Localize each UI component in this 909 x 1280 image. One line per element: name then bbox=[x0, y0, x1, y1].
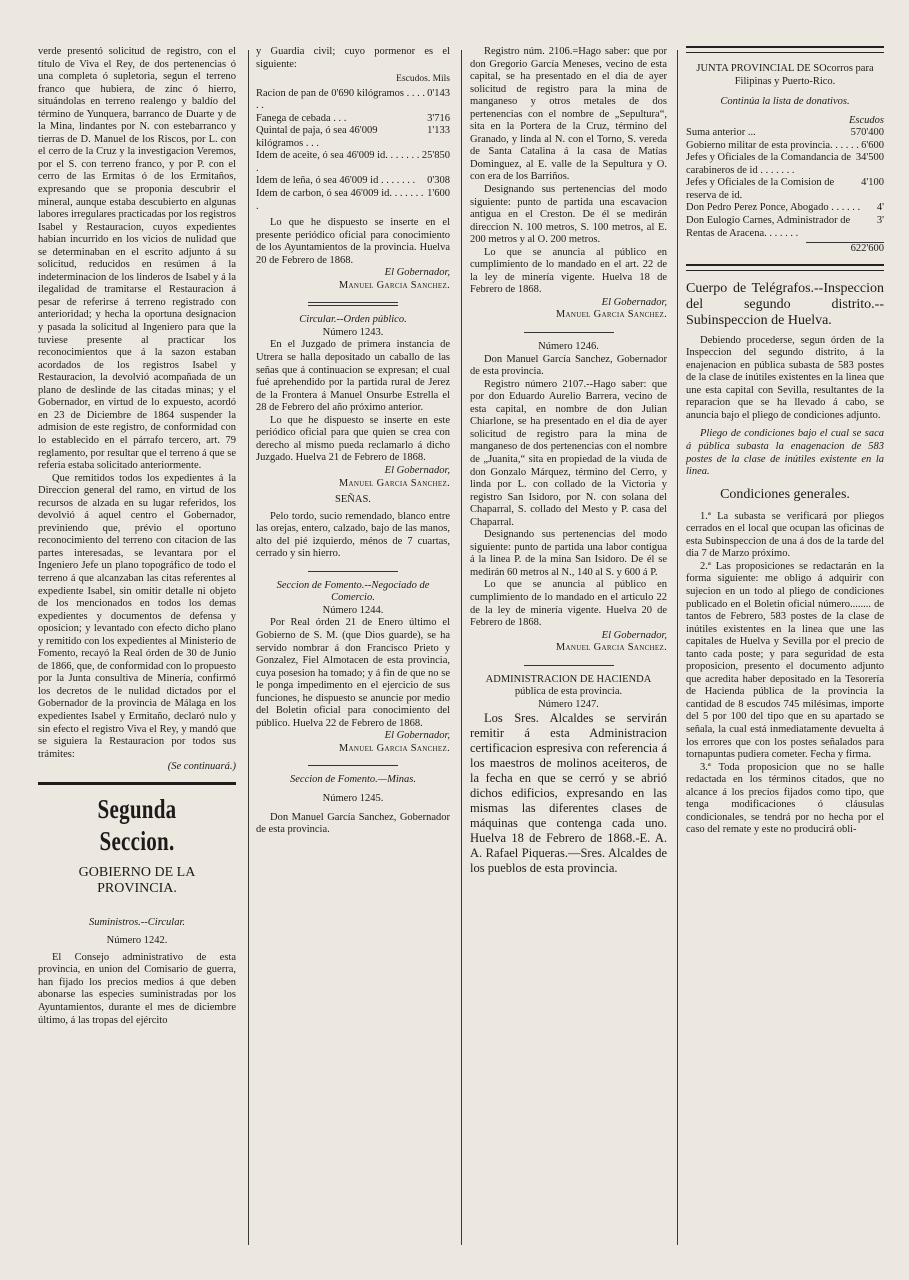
paragraph: Lo que he dispuesto se inserte en este periódico oficial para que quien se crea con derecho al mismo pueda reclamarlo á dicho Juzgado. Huelva 21 de Febrero de 1868. bbox=[256, 414, 450, 464]
pliego-heading: Pliego de condiciones bajo el cual se saca á pública subasta la enagenacion de 583 postes de la clase de inútiles existente en la linea. bbox=[686, 428, 884, 478]
paragraph: Pelo tordo, sucio remendado, blanco entre las orejas, entero, calzado, bajo de las manos, alto del pié izquierdo, ménos de 7 cuartas, cerrado y sin hierro. bbox=[256, 510, 450, 560]
continued-text: verde presentó solicitud de registro, con el título de Viva el Rey, de dos pertenencias ó una completa ó supletoria, segun el terreno franco que hubiera, de zinc ó hierro, situándolas en terreno realengo y baldío del término de Yunquera, barranco de Duarte y de la Mina, lindantes por N. con estebarranco y tierras de D. Manuel de los Riscos, por L. con el cerro de la Cruz y la investigacion Veremos, por el S. con terreno franco, y por P. con el cerro de las Ermitas ó de los Ermitaños, expresando que se proponia descubrir el mineral, aunque estaba descubierto en algunas labores irregulares practicadas por los registros Isabel y Restauracion, cuyos expedientes habian incurrido en los vicios de nulidad que se determinaban en el escrito adjunto á su solicitud, reducidos en resúmen á la indeterminacion de los linderos de Isabel y á la ilegalidad de tramitarse el Restauracion á pesar de referirse á terreno registrado con anterioridad; y hecha la oportuna designacion y pasada la solicitud al Ingeniero para que la tuviese presente al practicar los reconocimientos que á la sazon estaban acordados de los registros Isabel y Restauracion, la devolvió acompañada de un plano de deslinde de las citadas minas; y el Gobernador, en virtud de lo expuesto, acordó en 23 de Diciembre de 1864 suspender la admision de este registro, de conformidad con lo establecido en el párrafo tercero, art. 79 reglamento, por resultar que el terreno á que se referia estaba solicitado anteriormente. bbox=[38, 46, 236, 472]
price-table bbox=[256, 88, 450, 213]
paragraph: Registro núm. 2106.=Hago saber: que por don Gregorio García Meneses, vecino de esta capital, se ha presentado en el dia de ayer solicitud de registro para la mina de manganeso y otros metales de dos pertenencias con el nombre de „Sepultura“, sita en la Portera de la Cruz, término del Granado, y linda al N. con el Torno, S. vereda de Santa Catalina á la casa de Matías Dominguez, al E. valle de la Sepultura y O. con era de los Barriños. bbox=[470, 46, 667, 183]
donation-row bbox=[686, 177, 884, 202]
separator bbox=[308, 302, 398, 306]
donations-heading: Continúa la lista de donativos. bbox=[720, 96, 850, 108]
donation-item: Don Eulogio Carnes, Administrador de Rentas de Aracena. . . . . . . bbox=[686, 215, 851, 239]
paragraph: 2.ª Las proposiciones se redactarán en la forma siguiente: me obligo á adquirir con sujecion en un todo al pliego de condiciones publicado en el Boletin oficial número........ de tantos de Febrero, 583 postes de la clase de inútiles existentes en la linea que une las capitales de Huelva y Sevilla por el precio de tanto cada poste; y para seguridad de esta proposicion, presento el documento adjunto que acredita haber depositado en la Tesorería de Hacienda pública de la provincia la cantidad de 8 escudos 745 milésimas, importe del 5 por 100 del tipo que en su apartado se señala, la cual está inmediatamente devuelta á los errores que con los postes señalados para tornapuntas pudiera cometer. Fecha y firma. bbox=[686, 560, 884, 761]
donation-value: 3' bbox=[876, 215, 884, 227]
separator bbox=[524, 665, 614, 666]
top-rule bbox=[686, 46, 884, 53]
telegrafos-heading: Cuerpo de Telégrafos.--Inspeccion del segundo distrito.--Subinspeccion de Huelva. bbox=[686, 280, 884, 328]
column-rule bbox=[248, 50, 249, 1245]
unit-header: Escudos. Mils bbox=[396, 74, 450, 85]
donation-row bbox=[686, 140, 884, 153]
paragraph: Lo que se anuncia al público en cumplimiento de lo mandado en el art. 22 de la ley de minería vigente. Huelva 18 de Febrero de 1868. bbox=[470, 246, 667, 296]
price-value: 0'143 bbox=[427, 87, 450, 99]
number-1247: Número 1247. bbox=[538, 698, 599, 710]
column-4 bbox=[686, 46, 884, 837]
gobierno-heading: GOBIERNO DE LA PROVINCIA. bbox=[78, 864, 196, 896]
administracion-subheading: pública de esta provincia. bbox=[514, 686, 623, 698]
number-1244: Número 1244. bbox=[322, 604, 384, 616]
paragraph: Debiendo procederse, segun órden de la Inspeccion del segundo distrito, á la enajenacion en pública subasta de 583 postes de la clase de inútiles existentes en la linea que une esta capital con Sevilla, resultantes de la reparacion que se ha llevado á cabo, se anuncia bajo el pliego de condiciones adjunto. bbox=[686, 334, 884, 421]
price-item: Idem de leña, ó sea 46'009 id . . . . . . . bbox=[256, 175, 416, 187]
price-value: 3'716 bbox=[427, 112, 450, 124]
column-rule bbox=[677, 50, 678, 1245]
column-3 bbox=[470, 46, 667, 876]
separator bbox=[308, 765, 398, 766]
column-2 bbox=[256, 46, 450, 837]
donation-row bbox=[686, 215, 884, 240]
price-item: Fanega de cebada . . . bbox=[256, 112, 347, 124]
paragraph: Lo que he dispuesto se inserte en el presente periódico oficial para conocimiento de los Ayuntamientos de la provincia. Huelva 20 de Febrero de 1868. bbox=[256, 217, 450, 266]
price-item: Idem de carbon, ó sea 46'009 id. . . . . . . . bbox=[256, 188, 424, 212]
signature-name: Manuel Garcia Sanchez. bbox=[555, 642, 667, 654]
donation-item: Don Pedro Perez Ponce, Abogado . . . . . . bbox=[686, 202, 861, 214]
circular-heading: Circular.--Orden público. bbox=[299, 314, 407, 326]
signature-label: El Gobernador, bbox=[384, 464, 450, 476]
donation-value: 570'400 bbox=[850, 127, 884, 139]
paragraph: En el Juzgado de primera instancia de Utrera se halla depositado un caballo de las señas que á continuacion se expresan; el cual fué aprehendido por la partida rural de Jerez de la Frontera á Manuel Onsurbe Estrella el 28 de Febrero del año próximo anterior. bbox=[256, 339, 450, 414]
number-1242: Número 1242. bbox=[106, 935, 168, 947]
donation-item: Gobierno militar de esta provincia. . . . . . bbox=[686, 139, 859, 151]
signature-label: El Gobernador, bbox=[384, 730, 450, 742]
paragraph: y Guardia civil; cuyo pormenor es el siguiente: bbox=[256, 46, 450, 70]
signature-label: El Gobernador, bbox=[384, 267, 450, 279]
donation-total: 622'600 bbox=[806, 242, 884, 256]
paragraph: Designando sus pertenencias del modo siguiente: punto de partida una labor contigua á la linea P. de la mina San Isidoro. De él se medirán 60 metros al N., 140 al S. y 600 á P. bbox=[470, 529, 667, 578]
signature-name: Manuel Garcia Sanchez. bbox=[338, 279, 450, 291]
donation-row bbox=[686, 152, 884, 177]
donation-value: 4' bbox=[876, 202, 884, 214]
signature-name: Manuel Garcia Sanchez. bbox=[555, 309, 667, 321]
unit-header: Escudos bbox=[849, 114, 884, 126]
column-rule bbox=[461, 50, 462, 1245]
fomento-minas-heading: Seccion de Fomento.—Minas. bbox=[290, 774, 416, 786]
separator bbox=[308, 571, 398, 572]
price-row bbox=[256, 125, 450, 150]
junta-heading: JUNTA PROVINCIAL DE SOcorros para Filipinas y Puerto-Rico. bbox=[696, 63, 874, 87]
condiciones-heading: Condiciones generales. bbox=[720, 486, 850, 502]
paragraph: Registro número 2107.--Hago saber: que por don Eduardo Aurelio Barrera, vecino de esta capital, en nombre de don Julian Chiarlone, se ha presentado en el dia de ayer solicitud de registro para la mina de manganeso de dos pertenencias con el nombre de „Juanita,“ sita en propiedad de la viuda de don Gonzalo Márquez, término del Cerro, y linda por L. con collado de la Victoria y registro San Isidoro, por N. con solana del Chaparral, S. collado del Mesto y P. casa del Chaparral. bbox=[470, 378, 667, 528]
donation-value: 34'500 bbox=[855, 152, 884, 164]
donation-item: Jefes y Oficiales de la Comandancia de carabineros de id . . . . . . . bbox=[686, 152, 852, 176]
paragraph: 1.ª La subasta se verificará por pliegos cerrados en el local que ocupan las oficinas de esta Subinspeccion de una á dos de la tarde del dia 7 de Marzo próximo. bbox=[686, 510, 884, 560]
price-row bbox=[256, 88, 450, 113]
continuation-note: (Se continuará.) bbox=[167, 761, 236, 773]
price-item: Racion de pan de 0'690 kilógramos . . . . . . bbox=[256, 87, 425, 112]
paragraph: El Consejo administrativo de esta provincia, en union del Comisario de guerra, han fijado los precios medios á que deben abonarse las especies suministradas por los Ayuntamientos, durante el mes de diciembre último, á las tropas del ejército bbox=[38, 951, 236, 1026]
price-value: 1'600 bbox=[427, 188, 450, 200]
paragraph: 3.ª Toda proposicion que no se halle redactada en los términos citados, que no alcance á los precios fijados como tipo, que tenga modificaciones ó cláusulas condicionales, se tendrá por no hecha por el caso del remate y este no producirá obli- bbox=[686, 761, 884, 836]
price-item: Idem de aceite, ó sea 46'009 id. . . . . . . . bbox=[256, 150, 420, 174]
paragraph: Don Manuel García Sanchez, Gobernador de esta provincia. bbox=[256, 811, 450, 836]
signature-name: Manuel Garcia Sanchez. bbox=[338, 477, 450, 489]
donation-row bbox=[686, 127, 884, 140]
administracion-heading: ADMINISTRACION DE HACIENDA bbox=[485, 673, 652, 685]
section-rule bbox=[686, 264, 884, 271]
price-row bbox=[256, 113, 450, 126]
price-row bbox=[256, 150, 450, 175]
signature-label: El Gobernador, bbox=[601, 296, 667, 308]
section-rule bbox=[38, 782, 236, 785]
suministros-heading: Suministros.--Circular. bbox=[88, 916, 186, 928]
senas-heading: SEÑAS. bbox=[335, 494, 371, 506]
separator bbox=[524, 332, 614, 333]
paragraph: Por Real órden 21 de Enero último el Gobierno de S. M. (que Dios guarde), se ha servido nombrar á don Francisco Prieto y Gonzalez, Fiel Almotacen de esta provincia, cuya posesion ha tomado; y á fin de que no se le ponga impedimento en el ejercicio de sus funciones, he dispuesto se anuncie por medio del Boletin oficial para conocimiento del público. Huelva 22 de Febrero de 1868. bbox=[256, 617, 450, 729]
number-1246: Número 1246. bbox=[538, 341, 599, 353]
donation-item: Jefes y Oficiales de la Comision de reserva de id. bbox=[686, 177, 835, 201]
price-row bbox=[256, 175, 450, 188]
signature-label: El Gobernador, bbox=[601, 629, 667, 641]
donation-value: 6'600 bbox=[861, 139, 884, 151]
donations-table bbox=[686, 127, 884, 240]
number-1245: Número 1245. bbox=[322, 792, 384, 804]
fomento-heading: Seccion de Fomento.--Negociado de Comercio. bbox=[276, 579, 430, 604]
donation-item: Suma anterior ... bbox=[686, 127, 756, 139]
donation-value: 4'100 bbox=[861, 177, 884, 189]
price-value: 1'133 bbox=[427, 125, 450, 137]
signature-name: Manuel Garcia Sanchez. bbox=[338, 742, 450, 754]
price-value: 25'850 bbox=[421, 150, 450, 162]
column-1 bbox=[38, 46, 236, 1027]
paragraph: Los Sres. Alcaldes se servirán remitir á esta Administracion certificacion espresiva con referencia á los maestros de molinos aceiteros, de la fecha en que se cerró y se abrió dichos edificios, expresando en las mismas las diferentes clases de máquinas que contenga cada uno. Huelva 18 de Febrero de 1868.-E. A. A. Rafael Piqueras.—Sres. Alcaldes de los pueblos de esta provincia. bbox=[470, 711, 667, 876]
paragraph: Que remitidos todos los expedientes á la Direccion general del ramo, en virtud de los recursos de alzada en su lugar referidos, los devolvió á aquel centro el Gobernador, previniendo que, prévio el oportuno reconocimiento del terreno con citacion de las partes interesadas, se levantara por el Ingeniero Jefe un plano topográfico de todo el terreno á que alcanzaban las citas referentes al expediente Isabel, sin omitir detalle ni objeto de los mencionados en todos los demas expedientes y documentos de defensa y oposicion; y levantado con efecto dicho plano y remitido con los expedientes al Ministerio de Fomento, recayó la Real órden de 30 de Junio de 1866, que, de conformidad con lo propuesto por la Junta consultiva de Minería, confirmó los decretos de le nulidad dictados por el Gobernador de la provincia de Málaga en los expedientes Isabel y Ermitaño, declaró nulo y sin efecto el registro Viva el Rey, y mandó que se siguiera la Restauracion por todos sus trámites: bbox=[38, 472, 236, 760]
price-value: 0'308 bbox=[427, 175, 450, 187]
paragraph: Lo que se anuncia al público en cumplimiento de lo mandado en el articulo 22 de la ley de minería vigente. Huelva 20 de Febrero de 1868. bbox=[470, 579, 667, 629]
number-1243: Número 1243. bbox=[322, 326, 384, 338]
price-item: Quintal de paja, ó sea 46'009 kilógramos . . . bbox=[256, 125, 378, 149]
paragraph: Don Manuel García Sanchez, Gobernador de esta provincia. bbox=[470, 353, 667, 378]
donation-row bbox=[686, 202, 884, 215]
paragraph: Designando sus pertenencias del modo siguiente: punto de partida una escavacion antigua en el Creston. De él se medirán direccion N. 100 metros, S. 100 metros, al E. 200 metros y al O. 200 metros. bbox=[470, 184, 667, 246]
price-row bbox=[256, 188, 450, 213]
section-title: Segunda Seccion. bbox=[97, 793, 177, 856]
